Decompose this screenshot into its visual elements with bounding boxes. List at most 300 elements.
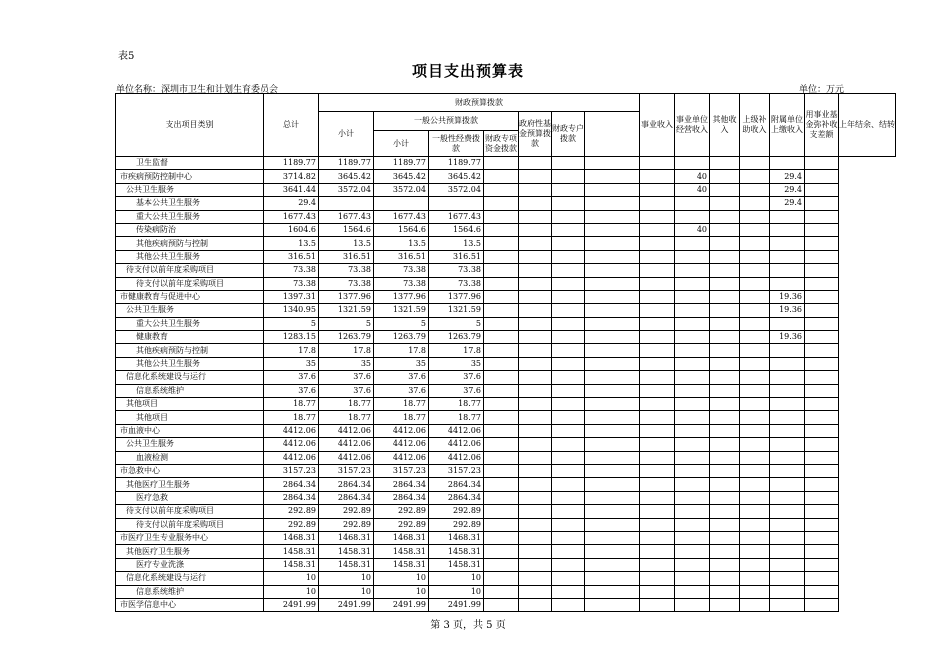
- header-category: 支出项目类别: [116, 94, 264, 157]
- row-value-cell: [675, 598, 710, 611]
- row-value-cell: [805, 545, 839, 558]
- row-value-cell: 40: [675, 170, 710, 183]
- row-value-cell: 1677.43: [429, 210, 484, 223]
- table-header: [116, 94, 896, 157]
- table-row: [116, 331, 896, 344]
- table-row: [116, 464, 896, 477]
- row-value-cell: 1677.43: [264, 210, 319, 223]
- row-value-cell: [805, 331, 839, 344]
- row-value-cell: [805, 317, 839, 330]
- row-value-cell: 17.8: [374, 344, 429, 357]
- row-value-cell: 4412.06: [319, 438, 374, 451]
- row-value-cell: [484, 317, 519, 330]
- row-category-cell: 信息化系统建设与运行: [116, 371, 264, 384]
- row-category-cell: 基本公共卫生服务: [116, 197, 264, 210]
- row-value-cell: [519, 424, 552, 437]
- row-value-cell: [429, 197, 484, 210]
- row-category-cell: 重大公共卫生服务: [116, 210, 264, 223]
- row-value-cell: [585, 277, 640, 290]
- header-superior-subsidy: 上级补助收入: [740, 94, 770, 157]
- row-value-cell: [640, 398, 675, 411]
- row-value-cell: 1263.79: [429, 331, 484, 344]
- row-value-cell: [585, 197, 640, 210]
- row-value-cell: [770, 545, 805, 558]
- row-category-cell: 市急救中心: [116, 464, 264, 477]
- row-value-cell: 2491.99: [319, 598, 374, 611]
- row-value-cell: [585, 237, 640, 250]
- row-value-cell: 13.5: [264, 237, 319, 250]
- row-value-cell: 73.38: [429, 264, 484, 277]
- row-value-cell: [519, 371, 552, 384]
- row-value-cell: 5: [319, 317, 374, 330]
- row-value-cell: [770, 464, 805, 477]
- row-value-cell: 19.36: [770, 290, 805, 303]
- row-value-cell: [519, 170, 552, 183]
- row-value-cell: 19.36: [770, 331, 805, 344]
- row-value-cell: [519, 531, 552, 544]
- row-value-cell: 10: [374, 585, 429, 598]
- row-value-cell: [710, 290, 740, 303]
- header-gp-subtotal: 小计: [374, 131, 429, 157]
- row-value-cell: [805, 183, 839, 196]
- row-value-cell: [585, 183, 640, 196]
- row-value-cell: [740, 585, 770, 598]
- row-value-cell: [740, 223, 770, 236]
- row-value-cell: [319, 197, 374, 210]
- table-row: [116, 572, 896, 585]
- row-value-cell: 17.8: [264, 344, 319, 357]
- row-value-cell: [519, 344, 552, 357]
- row-value-cell: [710, 344, 740, 357]
- row-value-cell: [770, 438, 805, 451]
- row-value-cell: [519, 411, 552, 424]
- row-value-cell: [519, 585, 552, 598]
- row-value-cell: [484, 384, 519, 397]
- row-value-cell: [484, 170, 519, 183]
- table-row: [116, 451, 896, 464]
- row-value-cell: [740, 250, 770, 263]
- row-value-cell: 3645.42: [429, 170, 484, 183]
- row-value-cell: [484, 290, 519, 303]
- row-value-cell: [740, 424, 770, 437]
- row-value-cell: [805, 197, 839, 210]
- row-value-cell: [770, 357, 805, 370]
- table-row: [116, 344, 896, 357]
- row-value-cell: [552, 371, 585, 384]
- row-value-cell: [640, 598, 675, 611]
- row-value-cell: 1677.43: [374, 210, 429, 223]
- row-category-cell: 市健康教育与促进中心: [116, 290, 264, 303]
- row-value-cell: 1340.95: [264, 304, 319, 317]
- row-value-cell: [770, 478, 805, 491]
- row-value-cell: 35: [429, 357, 484, 370]
- row-value-cell: [675, 357, 710, 370]
- table-row: [116, 491, 896, 504]
- row-value-cell: 37.6: [264, 371, 319, 384]
- header-fiscal-special-account: 财政专户拨款: [552, 112, 585, 157]
- row-value-cell: [675, 210, 710, 223]
- row-value-cell: 1263.79: [319, 331, 374, 344]
- row-value-cell: [770, 344, 805, 357]
- row-value-cell: 316.51: [264, 250, 319, 263]
- row-value-cell: 4412.06: [374, 438, 429, 451]
- row-value-cell: 2864.34: [264, 478, 319, 491]
- row-value-cell: [484, 545, 519, 558]
- row-value-cell: 4412.06: [264, 451, 319, 464]
- row-value-cell: [519, 223, 552, 236]
- header-gp-special-funding: 财政专项资金拨款: [484, 131, 519, 157]
- row-value-cell: 73.38: [319, 264, 374, 277]
- row-value-cell: 2864.34: [374, 491, 429, 504]
- row-value-cell: [640, 518, 675, 531]
- row-value-cell: [585, 585, 640, 598]
- row-value-cell: 10: [264, 572, 319, 585]
- row-value-cell: [770, 585, 805, 598]
- row-value-cell: [805, 505, 839, 518]
- row-value-cell: 35: [374, 357, 429, 370]
- row-value-cell: 10: [429, 585, 484, 598]
- row-value-cell: [484, 344, 519, 357]
- row-value-cell: 3714.82: [264, 170, 319, 183]
- row-value-cell: [740, 464, 770, 477]
- row-value-cell: [675, 585, 710, 598]
- row-value-cell: [552, 210, 585, 223]
- table-row: [116, 210, 896, 223]
- row-value-cell: [585, 371, 640, 384]
- row-value-cell: 10: [319, 585, 374, 598]
- row-value-cell: 73.38: [319, 277, 374, 290]
- row-value-cell: [805, 424, 839, 437]
- row-value-cell: 29.4: [770, 197, 805, 210]
- row-value-cell: 1397.31: [264, 290, 319, 303]
- row-value-cell: 2491.99: [264, 598, 319, 611]
- row-value-cell: [585, 398, 640, 411]
- table-number-label: 表5: [118, 51, 135, 62]
- row-value-cell: [805, 531, 839, 544]
- row-value-cell: 1377.96: [319, 290, 374, 303]
- row-value-cell: 3157.23: [264, 464, 319, 477]
- row-value-cell: [770, 237, 805, 250]
- row-value-cell: [740, 317, 770, 330]
- row-value-cell: [710, 250, 740, 263]
- row-value-cell: [710, 451, 740, 464]
- row-value-cell: 292.89: [264, 505, 319, 518]
- row-category-cell: 市疾病预防控制中心: [116, 170, 264, 183]
- row-value-cell: 18.77: [374, 411, 429, 424]
- row-value-cell: [770, 277, 805, 290]
- row-value-cell: 1263.79: [374, 331, 429, 344]
- row-value-cell: 1458.31: [374, 545, 429, 558]
- row-value-cell: 2864.34: [374, 478, 429, 491]
- row-value-cell: [519, 464, 552, 477]
- row-value-cell: 4412.06: [429, 424, 484, 437]
- row-value-cell: [740, 598, 770, 611]
- table-row: [116, 398, 896, 411]
- row-value-cell: 4412.06: [374, 451, 429, 464]
- row-category-cell: 其他疾病预防与控制: [116, 237, 264, 250]
- row-category-cell: 市血液中心: [116, 424, 264, 437]
- row-value-cell: [640, 478, 675, 491]
- row-value-cell: 10: [264, 585, 319, 598]
- row-value-cell: [585, 451, 640, 464]
- table-row: [116, 197, 896, 210]
- row-value-cell: 1458.31: [429, 545, 484, 558]
- row-value-cell: [484, 478, 519, 491]
- row-value-cell: [740, 478, 770, 491]
- row-value-cell: [552, 223, 585, 236]
- row-category-cell: 其他项目: [116, 411, 264, 424]
- row-value-cell: [484, 464, 519, 477]
- row-value-cell: 18.77: [264, 398, 319, 411]
- row-value-cell: [640, 558, 675, 571]
- header-career-fund: 用事业基金弥补收支差额: [805, 94, 839, 157]
- header-career-income: 事业收入: [640, 94, 675, 157]
- row-value-cell: [519, 491, 552, 504]
- row-value-cell: [740, 344, 770, 357]
- row-value-cell: 5: [264, 317, 319, 330]
- row-value-cell: [640, 464, 675, 477]
- row-value-cell: 2864.34: [264, 491, 319, 504]
- row-value-cell: [675, 464, 710, 477]
- row-value-cell: [710, 531, 740, 544]
- row-value-cell: 73.38: [264, 277, 319, 290]
- row-value-cell: 1564.6: [374, 223, 429, 236]
- header-other-income: 其他收入: [710, 94, 740, 157]
- row-value-cell: [710, 223, 740, 236]
- project-expenditure-table: [115, 93, 896, 612]
- table-row: [116, 277, 896, 290]
- row-value-cell: [640, 451, 675, 464]
- row-value-cell: [585, 290, 640, 303]
- row-value-cell: [552, 317, 585, 330]
- row-value-cell: [552, 264, 585, 277]
- row-value-cell: [519, 157, 552, 170]
- row-value-cell: [552, 157, 585, 170]
- row-value-cell: [675, 545, 710, 558]
- row-value-cell: [585, 304, 640, 317]
- row-value-cell: [640, 277, 675, 290]
- row-value-cell: 35: [319, 357, 374, 370]
- row-value-cell: [770, 424, 805, 437]
- row-value-cell: [740, 210, 770, 223]
- row-value-cell: [640, 183, 675, 196]
- row-value-cell: [640, 290, 675, 303]
- row-value-cell: [740, 170, 770, 183]
- row-value-cell: 1564.6: [319, 223, 374, 236]
- row-category-cell: 健康教育: [116, 331, 264, 344]
- row-value-cell: [740, 157, 770, 170]
- row-value-cell: [484, 264, 519, 277]
- row-value-cell: [519, 438, 552, 451]
- row-value-cell: [675, 505, 710, 518]
- row-value-cell: [585, 572, 640, 585]
- row-value-cell: [675, 264, 710, 277]
- row-value-cell: 4412.06: [264, 438, 319, 451]
- row-value-cell: [740, 197, 770, 210]
- row-value-cell: [740, 518, 770, 531]
- row-value-cell: [740, 277, 770, 290]
- row-category-cell: 信息化系统建设与运行: [116, 572, 264, 585]
- row-value-cell: 1468.31: [374, 531, 429, 544]
- row-value-cell: 37.6: [374, 371, 429, 384]
- row-value-cell: [484, 398, 519, 411]
- row-value-cell: 37.6: [374, 384, 429, 397]
- row-value-cell: [710, 518, 740, 531]
- table-row: [116, 531, 896, 544]
- row-value-cell: [675, 558, 710, 571]
- row-category-cell: 市医学信息中心: [116, 598, 264, 611]
- row-value-cell: [805, 572, 839, 585]
- row-value-cell: 73.38: [264, 264, 319, 277]
- row-value-cell: [740, 505, 770, 518]
- row-value-cell: 18.77: [319, 411, 374, 424]
- row-value-cell: [484, 250, 519, 263]
- table-row: [116, 438, 896, 451]
- row-value-cell: 37.6: [429, 384, 484, 397]
- row-value-cell: [710, 478, 740, 491]
- row-value-cell: [770, 598, 805, 611]
- row-value-cell: [740, 264, 770, 277]
- row-value-cell: [710, 384, 740, 397]
- row-value-cell: [484, 531, 519, 544]
- row-value-cell: 2864.34: [429, 491, 484, 504]
- row-value-cell: [710, 411, 740, 424]
- row-value-cell: [585, 438, 640, 451]
- row-value-cell: [484, 223, 519, 236]
- row-value-cell: [519, 384, 552, 397]
- table-row: [116, 598, 896, 611]
- row-value-cell: [640, 491, 675, 504]
- row-value-cell: 5: [429, 317, 484, 330]
- row-value-cell: [740, 545, 770, 558]
- row-value-cell: [675, 518, 710, 531]
- row-value-cell: 17.8: [429, 344, 484, 357]
- table-row: [116, 304, 896, 317]
- row-value-cell: [484, 277, 519, 290]
- row-value-cell: [585, 505, 640, 518]
- row-value-cell: 1468.31: [429, 531, 484, 544]
- row-value-cell: [770, 531, 805, 544]
- table-row: [116, 371, 896, 384]
- row-value-cell: [640, 317, 675, 330]
- row-value-cell: [519, 304, 552, 317]
- row-value-cell: [585, 384, 640, 397]
- row-value-cell: 3572.04: [374, 183, 429, 196]
- row-value-cell: [710, 464, 740, 477]
- row-value-cell: [585, 250, 640, 263]
- row-value-cell: [484, 197, 519, 210]
- row-value-cell: 1564.6: [429, 223, 484, 236]
- row-value-cell: 2864.34: [429, 478, 484, 491]
- row-value-cell: 316.51: [374, 250, 429, 263]
- row-value-cell: [552, 438, 585, 451]
- row-value-cell: [552, 250, 585, 263]
- row-value-cell: [484, 237, 519, 250]
- row-value-cell: [552, 331, 585, 344]
- row-value-cell: [805, 290, 839, 303]
- row-value-cell: [675, 250, 710, 263]
- row-value-cell: 18.77: [374, 398, 429, 411]
- row-value-cell: [710, 264, 740, 277]
- row-value-cell: 1604.6: [264, 223, 319, 236]
- row-value-cell: [770, 558, 805, 571]
- header-government-fund: 政府性基金预算拨款: [519, 112, 552, 157]
- row-value-cell: [640, 157, 675, 170]
- row-value-cell: [484, 505, 519, 518]
- row-value-cell: [552, 491, 585, 504]
- table-row: [116, 317, 896, 330]
- row-value-cell: [740, 531, 770, 544]
- row-value-cell: 2864.34: [319, 491, 374, 504]
- row-value-cell: 29.4: [770, 183, 805, 196]
- row-value-cell: [805, 264, 839, 277]
- row-value-cell: [484, 518, 519, 531]
- row-category-cell: 公共卫生服务: [116, 438, 264, 451]
- row-value-cell: [740, 491, 770, 504]
- row-value-cell: [640, 170, 675, 183]
- row-value-cell: [740, 237, 770, 250]
- row-value-cell: [552, 451, 585, 464]
- row-value-cell: [552, 344, 585, 357]
- row-value-cell: 1458.31: [319, 558, 374, 571]
- row-value-cell: [640, 545, 675, 558]
- row-value-cell: [640, 572, 675, 585]
- row-value-cell: [484, 304, 519, 317]
- row-category-cell: 其他公共卫生服务: [116, 250, 264, 263]
- row-value-cell: [805, 210, 839, 223]
- row-value-cell: 292.89: [319, 505, 374, 518]
- row-value-cell: [805, 491, 839, 504]
- row-value-cell: 18.77: [429, 398, 484, 411]
- row-value-cell: [585, 264, 640, 277]
- row-value-cell: 18.77: [264, 411, 319, 424]
- row-value-cell: 3157.23: [374, 464, 429, 477]
- row-value-cell: [805, 451, 839, 464]
- row-value-cell: [740, 398, 770, 411]
- row-value-cell: [552, 357, 585, 370]
- row-value-cell: [805, 357, 839, 370]
- row-value-cell: [519, 558, 552, 571]
- row-value-cell: 3645.42: [374, 170, 429, 183]
- row-value-cell: [585, 491, 640, 504]
- table-row: [116, 545, 896, 558]
- row-value-cell: [519, 317, 552, 330]
- row-value-cell: 1189.77: [264, 157, 319, 170]
- row-value-cell: 10: [319, 572, 374, 585]
- row-value-cell: 73.38: [374, 277, 429, 290]
- row-value-cell: [585, 531, 640, 544]
- row-value-cell: [805, 304, 839, 317]
- row-value-cell: [640, 371, 675, 384]
- row-value-cell: [585, 411, 640, 424]
- row-value-cell: [675, 424, 710, 437]
- row-value-cell: 37.6: [319, 371, 374, 384]
- row-value-cell: [519, 277, 552, 290]
- row-value-cell: [675, 290, 710, 303]
- row-value-cell: [640, 223, 675, 236]
- row-value-cell: [640, 264, 675, 277]
- row-value-cell: [552, 197, 585, 210]
- row-value-cell: [640, 411, 675, 424]
- header-carryover: 上年结余、结转: [839, 94, 896, 157]
- row-value-cell: [519, 598, 552, 611]
- row-value-cell: [675, 572, 710, 585]
- row-value-cell: [519, 197, 552, 210]
- row-value-cell: [484, 371, 519, 384]
- row-value-cell: [640, 357, 675, 370]
- row-value-cell: [484, 411, 519, 424]
- row-value-cell: 1468.31: [264, 531, 319, 544]
